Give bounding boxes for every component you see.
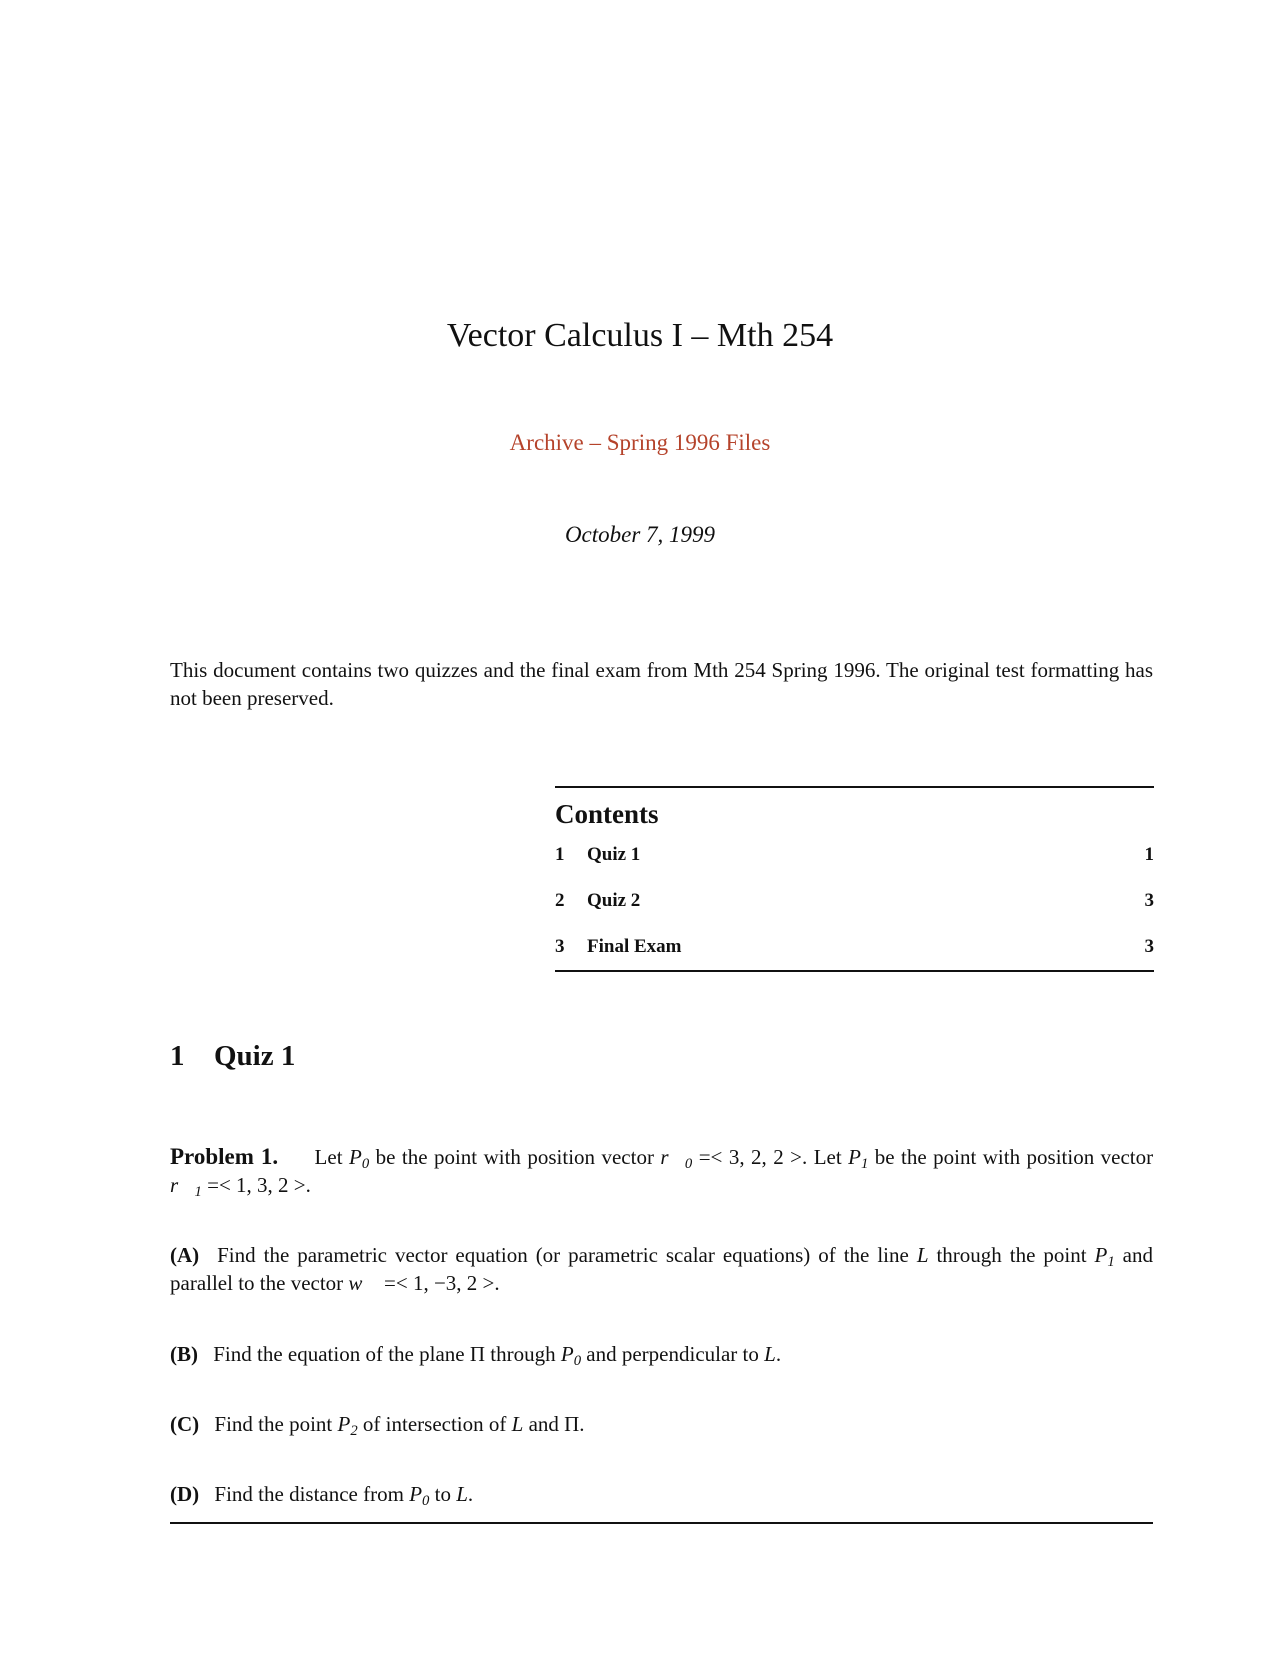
document-date: October 7, 1999	[564, 522, 716, 547]
math-p1: $P_1$	[848, 1145, 869, 1172]
math-l: L	[456, 1482, 468, 1506]
math-l: L	[511, 1412, 524, 1436]
part-c	[170, 1410, 1153, 1438]
problem-text: be the point with position vector	[375, 1145, 654, 1169]
math-vector-w: =< 1, −3, 2 >.	[384, 1271, 500, 1295]
intro-paragraph: This document contains two quizzes and the final exam from Mth 254 Spring 1996. The original test formatting has not been preserved.	[170, 658, 1153, 710]
document-subtitle-link[interactable]: Archive – Spring 1996 Files	[509, 430, 771, 455]
part-d	[170, 1480, 1153, 1508]
toc-item-label[interactable]: Quiz 1	[587, 844, 641, 865]
math-p0: $P_0$	[348, 1145, 370, 1172]
part-text: Find the equation of the plane Π through	[213, 1342, 556, 1366]
part-b	[170, 1340, 1153, 1368]
problem-1-statement	[170, 1143, 1153, 1199]
part-label: (D)	[170, 1482, 200, 1506]
toc-item-number: 1	[555, 844, 565, 865]
part-text: of intersection of	[362, 1412, 507, 1436]
math-l: L	[916, 1243, 929, 1267]
part-text: and parallel to the vector	[170, 1243, 1153, 1295]
problem-label: Problem 1.	[170, 1144, 279, 1169]
toc-item-number: 3	[555, 936, 565, 957]
toc-item-quiz-2[interactable]	[555, 878, 1154, 924]
toc-item-number: 2	[555, 890, 565, 911]
part-text: and Π.	[528, 1412, 585, 1436]
part-text: and perpendicular to	[586, 1342, 759, 1366]
punctuation: .	[775, 1342, 782, 1366]
part-text: to	[434, 1482, 451, 1506]
part-text: Find the distance from	[214, 1482, 404, 1506]
toc-item-page[interactable]: 3	[1144, 890, 1154, 911]
math-r1: $r⃗_1$	[170, 1173, 202, 1200]
math-p2: $P_2$	[337, 1412, 358, 1439]
toc-item-page[interactable]: 3	[1144, 936, 1154, 957]
toc-item-final-exam[interactable]	[555, 924, 1154, 970]
math-w: w⃗	[348, 1271, 379, 1295]
part-text: through the point	[936, 1243, 1087, 1267]
section-title: Quiz 1	[214, 1040, 296, 1072]
document-title: Vector Calculus I – Mth 254	[446, 317, 834, 354]
problem-text: be the point with position vector	[874, 1145, 1154, 1169]
problem-text: Let	[813, 1145, 842, 1169]
part-a	[170, 1241, 1153, 1297]
part-label: (C)	[170, 1412, 200, 1436]
math-vector-r1: =< 1, 3, 2 >.	[207, 1173, 311, 1197]
toc-item-page[interactable]: 1	[1144, 844, 1154, 865]
problem-text: Let	[314, 1145, 343, 1169]
page-divider	[170, 1522, 1153, 1524]
section-heading-quiz-1	[170, 1040, 295, 1073]
toc-item-label[interactable]: Quiz 2	[587, 890, 641, 911]
math-vector-r0: =< 3, 2, 2 >.	[698, 1145, 808, 1169]
toc-item-quiz-1[interactable]	[555, 832, 1154, 878]
punctuation: .	[467, 1482, 474, 1506]
math-p0: $P_0$	[560, 1342, 582, 1369]
math-p0: $P_0$	[409, 1482, 430, 1509]
part-text: Find the point	[214, 1412, 333, 1436]
math-r0: $r⃗_0$	[660, 1145, 693, 1172]
section-number: 1	[170, 1040, 185, 1072]
math-p1: $P_1$	[1094, 1243, 1115, 1270]
math-l: L	[764, 1342, 776, 1366]
toc-heading: Contents	[555, 799, 659, 829]
table-of-contents	[555, 786, 1154, 972]
part-label: (B)	[170, 1342, 198, 1366]
part-text: Find the parametric vector equation (or parametric scalar equations) of the line	[217, 1243, 909, 1267]
toc-item-label[interactable]: Final Exam	[587, 936, 682, 957]
part-label: (A)	[170, 1243, 200, 1267]
